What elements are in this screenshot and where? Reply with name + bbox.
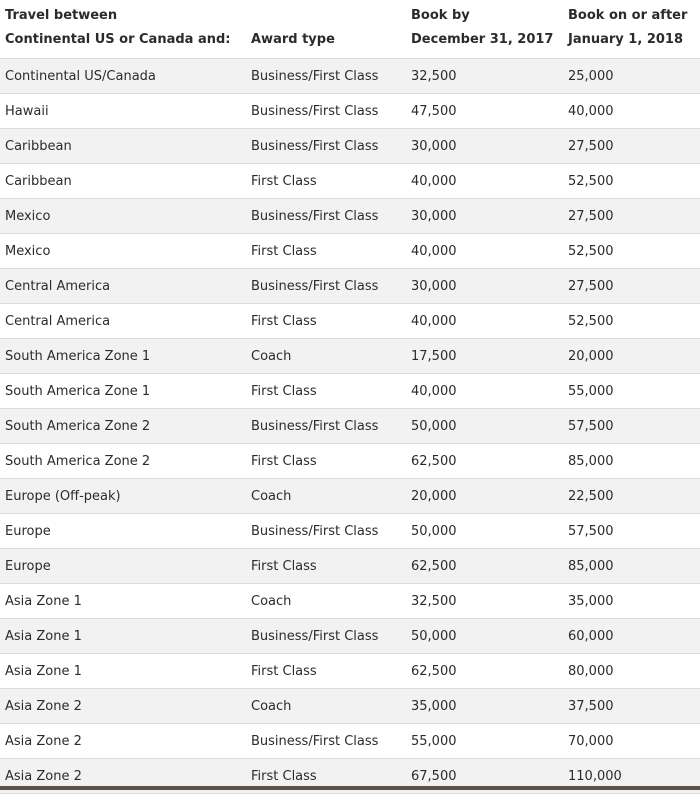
- cell-book-after-miles: 70,000: [563, 724, 700, 759]
- cell-book-after-miles: 57,500: [563, 409, 700, 444]
- cell-book-after-miles: 85,000: [563, 549, 700, 584]
- cell-book-by-miles: 32,500: [406, 59, 563, 94]
- cell-book-after-miles: 27,500: [563, 199, 700, 234]
- cell-book-by-miles: 35,000: [406, 689, 563, 724]
- cell-book-by-miles: 40,000: [406, 374, 563, 409]
- cell-book-after-miles: 37,500: [563, 689, 700, 724]
- cell-book-by-miles: 67,500: [406, 759, 563, 794]
- cell-region: Europe (Off-peak): [0, 479, 246, 514]
- table-row: [0, 724, 700, 759]
- cell-award-type: Business/First Class: [246, 619, 406, 654]
- cell-book-by-miles: 30,000: [406, 199, 563, 234]
- cell-region: Asia Zone 1: [0, 619, 246, 654]
- cell-book-by-miles: 30,000: [406, 129, 563, 164]
- table-row: [0, 164, 700, 199]
- cell-award-type: First Class: [246, 374, 406, 409]
- cell-book-by-miles: 62,500: [406, 444, 563, 479]
- cell-award-type: First Class: [246, 444, 406, 479]
- cell-book-after-miles: 27,500: [563, 129, 700, 164]
- cell-book-after-miles: 27,500: [563, 269, 700, 304]
- cell-book-by-miles: 40,000: [406, 304, 563, 339]
- cell-book-by-miles: 50,000: [406, 619, 563, 654]
- table-row: [0, 444, 700, 479]
- cell-book-after-miles: 85,000: [563, 444, 700, 479]
- cell-book-by-miles: 55,000: [406, 724, 563, 759]
- header-book-by: [406, 0, 563, 59]
- cell-award-type: Coach: [246, 584, 406, 619]
- table-row: [0, 59, 700, 94]
- cell-award-type: Coach: [246, 689, 406, 724]
- cell-book-by-miles: 17,500: [406, 339, 563, 374]
- header-book-after: [563, 0, 700, 59]
- cell-award-type: Business/First Class: [246, 409, 406, 444]
- cell-book-after-miles: 22,500: [563, 479, 700, 514]
- cell-award-type: First Class: [246, 759, 406, 794]
- table-row: [0, 199, 700, 234]
- cell-award-type: Coach: [246, 339, 406, 374]
- cell-book-after-miles: 60,000: [563, 619, 700, 654]
- cell-book-by-miles: 40,000: [406, 164, 563, 199]
- cell-book-by-miles: 50,000: [406, 409, 563, 444]
- cell-award-type: Business/First Class: [246, 269, 406, 304]
- table-row: [0, 339, 700, 374]
- cell-award-type: Business/First Class: [246, 514, 406, 549]
- cell-region: South America Zone 1: [0, 339, 246, 374]
- cell-book-after-miles: 55,000: [563, 374, 700, 409]
- table-row: [0, 234, 700, 269]
- cell-book-after-miles: 52,500: [563, 304, 700, 339]
- table-row: [0, 479, 700, 514]
- table-row: [0, 689, 700, 724]
- cell-book-after-miles: 25,000: [563, 59, 700, 94]
- cell-region: Europe: [0, 514, 246, 549]
- table-body: [0, 59, 700, 794]
- cell-region: Asia Zone 2: [0, 689, 246, 724]
- header-row: [0, 0, 700, 59]
- cell-book-by-miles: 62,500: [406, 654, 563, 689]
- cell-book-after-miles: 40,000: [563, 94, 700, 129]
- table-row: [0, 514, 700, 549]
- cell-region: Asia Zone 1: [0, 584, 246, 619]
- cell-book-by-miles: 20,000: [406, 479, 563, 514]
- cell-award-type: First Class: [246, 654, 406, 689]
- cell-book-after-miles: 35,000: [563, 584, 700, 619]
- cell-award-type: First Class: [246, 304, 406, 339]
- header-book-after-line1: Book on or after: [568, 8, 688, 23]
- cell-book-by-miles: 40,000: [406, 234, 563, 269]
- header-travel-between-line2: Continental US or Canada and:: [5, 32, 231, 47]
- cell-book-after-miles: 110,000: [563, 759, 700, 794]
- cell-region: Mexico: [0, 199, 246, 234]
- cell-region: Continental US/Canada: [0, 59, 246, 94]
- cell-book-after-miles: 52,500: [563, 164, 700, 199]
- header-award-type-label: Award type: [251, 32, 335, 47]
- cell-award-type: Business/First Class: [246, 724, 406, 759]
- table-row: [0, 584, 700, 619]
- cell-region: Caribbean: [0, 164, 246, 199]
- table-header: [0, 0, 700, 59]
- cell-region: Central America: [0, 304, 246, 339]
- cell-region: Central America: [0, 269, 246, 304]
- table-row: [0, 619, 700, 654]
- bottom-edge-strip: [0, 786, 700, 790]
- cell-award-type: First Class: [246, 164, 406, 199]
- cell-region: Mexico: [0, 234, 246, 269]
- table-row: [0, 94, 700, 129]
- cell-award-type: Business/First Class: [246, 94, 406, 129]
- cell-region: Hawaii: [0, 94, 246, 129]
- table-row: [0, 129, 700, 164]
- cell-book-by-miles: 32,500: [406, 584, 563, 619]
- cell-award-type: First Class: [246, 234, 406, 269]
- cell-region: Asia Zone 1: [0, 654, 246, 689]
- table-row: [0, 269, 700, 304]
- cell-book-by-miles: 62,500: [406, 549, 563, 584]
- header-travel-between: [0, 0, 246, 59]
- cell-region: Asia Zone 2: [0, 724, 246, 759]
- cell-award-type: Coach: [246, 479, 406, 514]
- cell-region: Europe: [0, 549, 246, 584]
- header-travel-between-line1: Travel between: [5, 8, 118, 23]
- table-row: [0, 409, 700, 444]
- cell-region: South America Zone 1: [0, 374, 246, 409]
- table-row: [0, 304, 700, 339]
- header-book-by-line2: December 31, 2017: [411, 32, 554, 47]
- cell-region: Asia Zone 2: [0, 759, 246, 794]
- cell-award-type: Business/First Class: [246, 129, 406, 164]
- header-book-after-line2: January 1, 2018: [568, 32, 683, 47]
- table-row: [0, 374, 700, 409]
- cell-book-after-miles: 80,000: [563, 654, 700, 689]
- cell-region: Caribbean: [0, 129, 246, 164]
- cell-award-type: First Class: [246, 549, 406, 584]
- cell-book-by-miles: 50,000: [406, 514, 563, 549]
- cell-award-type: Business/First Class: [246, 199, 406, 234]
- cell-award-type: Business/First Class: [246, 59, 406, 94]
- header-book-by-line1: Book by: [411, 8, 470, 23]
- table-row: [0, 654, 700, 689]
- cell-book-by-miles: 47,500: [406, 94, 563, 129]
- cell-book-after-miles: 20,000: [563, 339, 700, 374]
- header-award-type: [246, 0, 406, 59]
- cell-region: South America Zone 2: [0, 444, 246, 479]
- cell-book-after-miles: 57,500: [563, 514, 700, 549]
- cell-book-by-miles: 30,000: [406, 269, 563, 304]
- cell-region: South America Zone 2: [0, 409, 246, 444]
- table-row: [0, 549, 700, 584]
- cell-book-after-miles: 52,500: [563, 234, 700, 269]
